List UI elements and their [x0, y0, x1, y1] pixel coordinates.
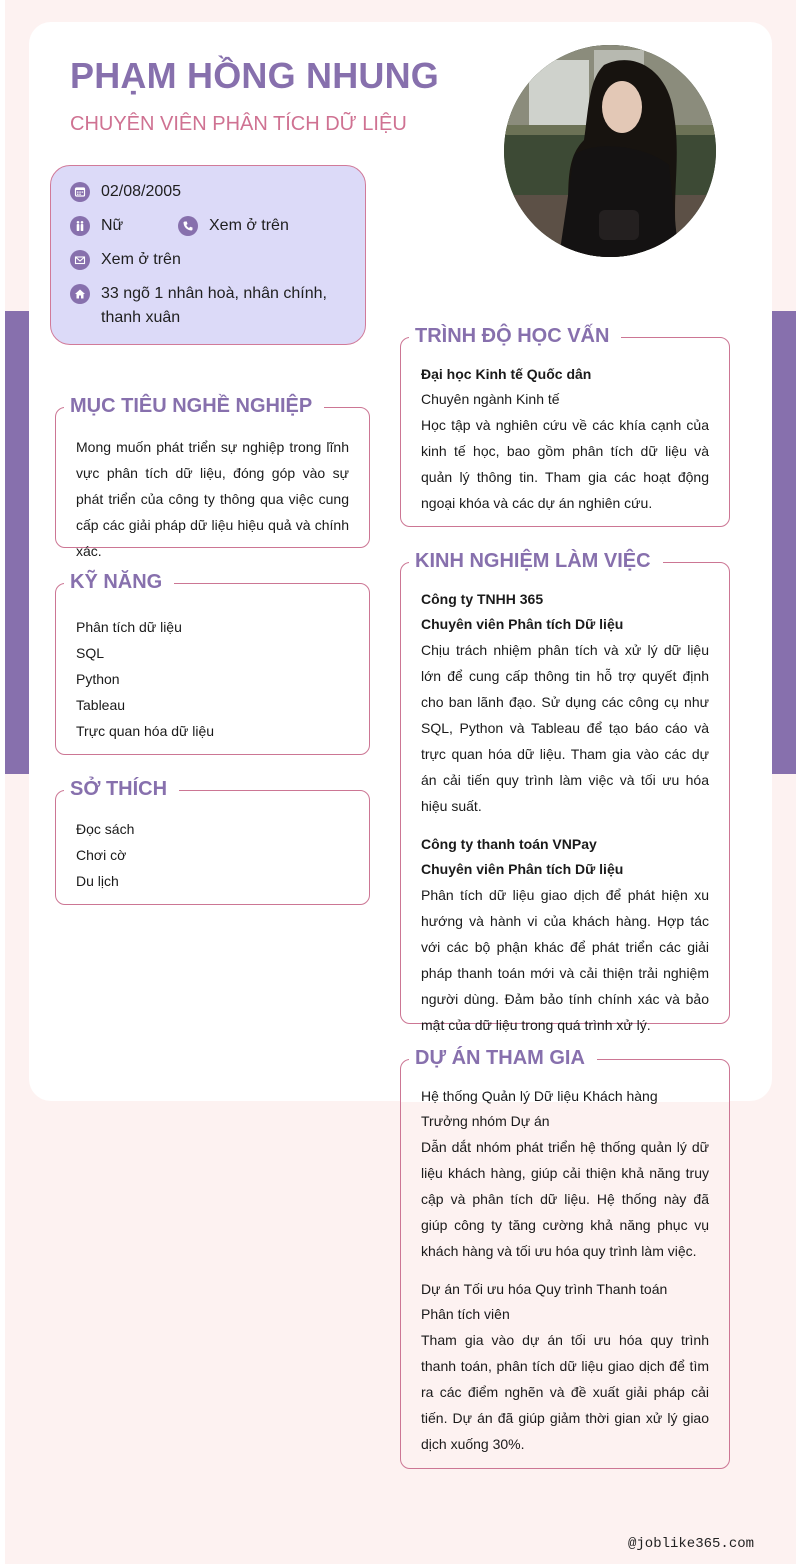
hobby-item: Chơi cờ [76, 847, 127, 863]
birthdate-row [70, 180, 181, 204]
experience-entry [421, 587, 709, 819]
phone-value: Xem ở trên [209, 217, 289, 234]
project-name: Dự án Tối ưu hóa Quy trình Thanh toán [421, 1281, 668, 1297]
project-entry [421, 1084, 709, 1264]
hobby-item: Đọc sách [76, 821, 135, 837]
email-row [70, 248, 181, 272]
project-description: Tham gia vào dự án tối ưu hóa quy trình thanh toán, phân tích dữ liệu giao dịch để tìm ra các điểm nghẽn và đề xuất giải pháp cải tiến. Dự án đã giúp giảm thời gian xử lý giao dịch xuống 30%. [421, 1332, 709, 1452]
experience-description: Phân tích dữ liệu giao dịch để phát hiện xu hướng và hành vi của khách hàng. Hợp tác với các bộ phận khác để phát triển các giải pháp thanh toán mới và cải thiện trải nghiệm người dùng. Đảm bảo tính chính xác và bảo mật của dữ liệu trong quá trình xử lý. [421, 887, 709, 1033]
project-name: Hệ thống Quản lý Dữ liệu Khách hàng [421, 1088, 658, 1104]
skills-section [55, 571, 370, 755]
skills-title: KỸ NĂNG [64, 567, 174, 597]
project-role: Trưởng nhóm Dự án [421, 1113, 550, 1129]
skill-item: SQL [76, 645, 105, 661]
right-accent-band [772, 311, 796, 774]
objective-text: Mong muốn phát triển sự nghiệp trong lĩnh vực phân tích dữ liệu, đóng góp vào sự phát triển của công ty thông qua việc cung cấp các giải pháp dữ liệu hiệu quả và chính xác. [76, 439, 349, 559]
gender-icon [70, 216, 90, 236]
projects-title: DỰ ÁN THAM GIA [409, 1043, 597, 1073]
skill-item: Python [76, 671, 120, 687]
phone-row [178, 214, 289, 238]
avatar [504, 45, 716, 257]
objective-section [55, 395, 370, 559]
hobbies-title: SỞ THÍCH [64, 774, 179, 804]
phone-icon [178, 216, 198, 236]
experience-description: Chịu trách nhiệm phân tích và xử lý dữ liệu lớn để cung cấp thông tin hỗ trợ quyết định cho ban lãnh đạo. Sử dụng các công cụ như SQL, Python và Tableau để tạo báo cáo và trực quan hóa dữ liệu. Tham gia vào các dự án cải tiến quy trình làm việc và tối ưu hóa hiệu suất. [421, 642, 709, 814]
position: Chuyên viên Phân tích Dữ liệu [421, 861, 624, 877]
skill-item: Phân tích dữ liệu [76, 619, 182, 635]
gender-value: Nữ [101, 217, 124, 234]
education-description: Học tập và nghiên cứu về các khía cạnh của kinh tế học, bao gồm phân tích dữ liệu và quản lý thông tin. Tham gia các hoạt động ngoại khóa và các dự án nghiên cứu. [421, 417, 709, 511]
home-icon [70, 284, 90, 304]
candidate-name: PHẠM HỒNG NHUNG [70, 55, 439, 96]
major: Chuyên ngành Kinh tế [421, 391, 560, 407]
experience-title: KINH NGHIỆM LÀM VIỆC [409, 546, 663, 576]
address-line-1: 33 ngõ 1 nhân hoà, nhân chính, [101, 285, 327, 302]
hobbies-section [55, 778, 370, 905]
education-section [400, 325, 730, 527]
projects-section [400, 1047, 730, 1469]
objective-title: MỤC TIÊU NGHỀ NGHIỆP [64, 391, 324, 421]
company-name: Công ty TNHH 365 [421, 591, 544, 607]
address-row [70, 282, 327, 330]
position: Chuyên viên Phân tích Dữ liệu [421, 616, 624, 632]
profile-photo [504, 45, 716, 257]
experience-entry [421, 832, 709, 1038]
address-value [101, 282, 327, 330]
project-description: Dẫn dắt nhóm phát triển hệ thống quản lý dữ liệu khách hàng, giúp cải thiện khả năng truy cập và phân tích dữ liệu. Hệ thống này đã giúp công ty tăng cường khả năng phục vụ khách hàng và tối ưu hóa quy trình làm việc. [421, 1139, 709, 1259]
left-accent-band [5, 311, 29, 774]
skill-item: Trực quan hóa dữ liệu [76, 723, 215, 739]
skill-item: Tableau [76, 697, 126, 713]
project-entry [421, 1277, 709, 1457]
gender-row [70, 214, 123, 238]
school-name: Đại học Kinh tế Quốc dân [421, 366, 592, 382]
calendar-icon [70, 182, 90, 202]
education-title: TRÌNH ĐỘ HỌC VẤN [409, 321, 621, 351]
birthdate-value: 02/08/2005 [101, 183, 182, 200]
project-role: Phân tích viên [421, 1306, 510, 1322]
email-icon [70, 250, 90, 270]
experience-section [400, 550, 730, 1033]
address-line-2: thanh xuân [101, 309, 181, 326]
hobby-item: Du lịch [76, 873, 119, 889]
email-value: Xem ở trên [101, 251, 181, 268]
job-title: CHUYÊN VIÊN PHÂN TÍCH DỮ LIỆU [70, 113, 407, 135]
company-name: Công ty thanh toán VNPay [421, 836, 597, 852]
footer-watermark: @joblike365.com [628, 1536, 755, 1552]
